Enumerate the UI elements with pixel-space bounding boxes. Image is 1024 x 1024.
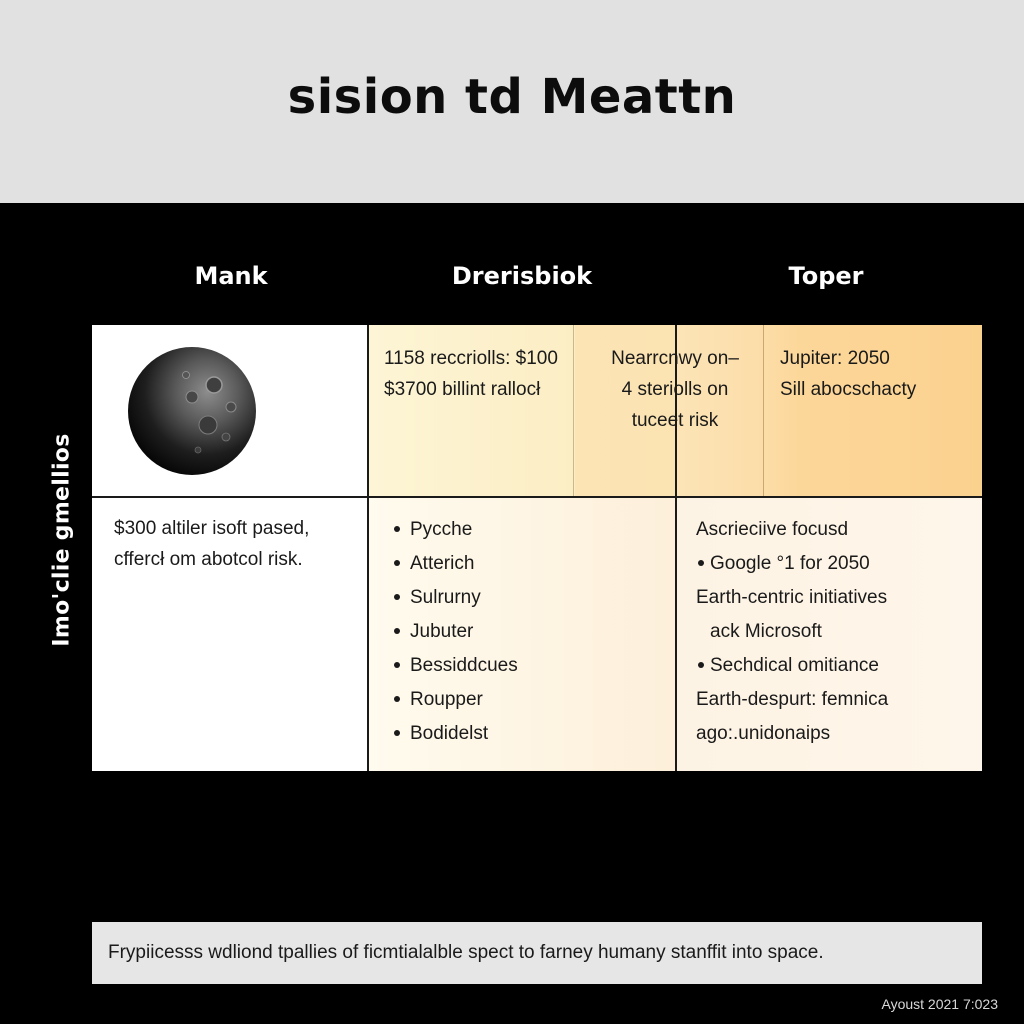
moon-icon bbox=[126, 345, 258, 477]
r1-c2-line: $3700 billint rallocł bbox=[384, 379, 541, 400]
list-item: Atterich bbox=[392, 547, 518, 581]
list-item: Jubuter bbox=[392, 615, 518, 649]
r2-c3-line: ack Microsoft bbox=[710, 621, 822, 642]
list-item: Pycche bbox=[392, 513, 518, 547]
r2-c3-text bbox=[696, 513, 888, 751]
list-item: Sechdical omitiance bbox=[696, 649, 888, 683]
r1-c2b-line: 4 steriolls on bbox=[621, 379, 729, 400]
r1-c3-line: Sill abocschacty bbox=[780, 379, 917, 400]
r1-c2b-text bbox=[580, 343, 770, 436]
column-header-toper: Toper bbox=[788, 262, 864, 290]
grid-line bbox=[367, 325, 369, 771]
list-item: Roupрer bbox=[392, 683, 518, 717]
r2-c3-line: Earth-despurt: femnica bbox=[696, 689, 889, 710]
list-item: Google °1 for 2050 bbox=[696, 547, 888, 581]
grid-line bbox=[92, 496, 982, 498]
footer-caption-box bbox=[92, 922, 982, 984]
r2-c1-line: $300 altiler isoft pased, bbox=[114, 518, 310, 539]
r1-c3-line: Jupiter: 2050 bbox=[780, 348, 890, 369]
r2-c3-line: Ascrieciive focusd bbox=[696, 519, 849, 540]
r2-c3-line: ago:.unidonaips bbox=[696, 723, 831, 744]
column-header-drerisbiok: Drerisbiok bbox=[451, 262, 593, 290]
footer-caption: Frypiicesss wdliond tpallies of ficmtialalble spect to farney humany stanffit into space. bbox=[108, 942, 824, 963]
r1-c2-text bbox=[384, 343, 558, 405]
comparison-table bbox=[92, 325, 982, 771]
r1-c2b-line: Nearrcnwy on– bbox=[611, 348, 739, 369]
date-stamp: Ayoust 2021 7:023 bbox=[881, 996, 998, 1012]
r1-c2-line: 1158 reccriolls: $100 bbox=[384, 348, 558, 369]
header-banner bbox=[0, 0, 1024, 203]
r2-c1-line: cffercł om abotcol risk. bbox=[114, 549, 303, 570]
page-title: sision td Meattn bbox=[287, 68, 737, 125]
r2-c3-bullet bbox=[696, 547, 888, 581]
r1-c3-text bbox=[780, 343, 916, 405]
column-header-mank: Mank bbox=[194, 262, 268, 290]
list-item: Bessiddcues bbox=[392, 649, 518, 683]
r2-c1-text bbox=[114, 513, 309, 575]
list-item: Sulrurny bbox=[392, 581, 518, 615]
list-item: Bodidelst bbox=[392, 717, 518, 751]
row-side-label: Imo'clie gmellios bbox=[49, 433, 75, 647]
grid-line bbox=[573, 325, 574, 497]
r1-c2b-line: tuceet risk bbox=[631, 410, 719, 431]
r2-c3-line: Earth-centric initiatives bbox=[696, 587, 888, 608]
r2-c2-list bbox=[392, 513, 518, 751]
r2-c3-bullet bbox=[696, 649, 888, 683]
